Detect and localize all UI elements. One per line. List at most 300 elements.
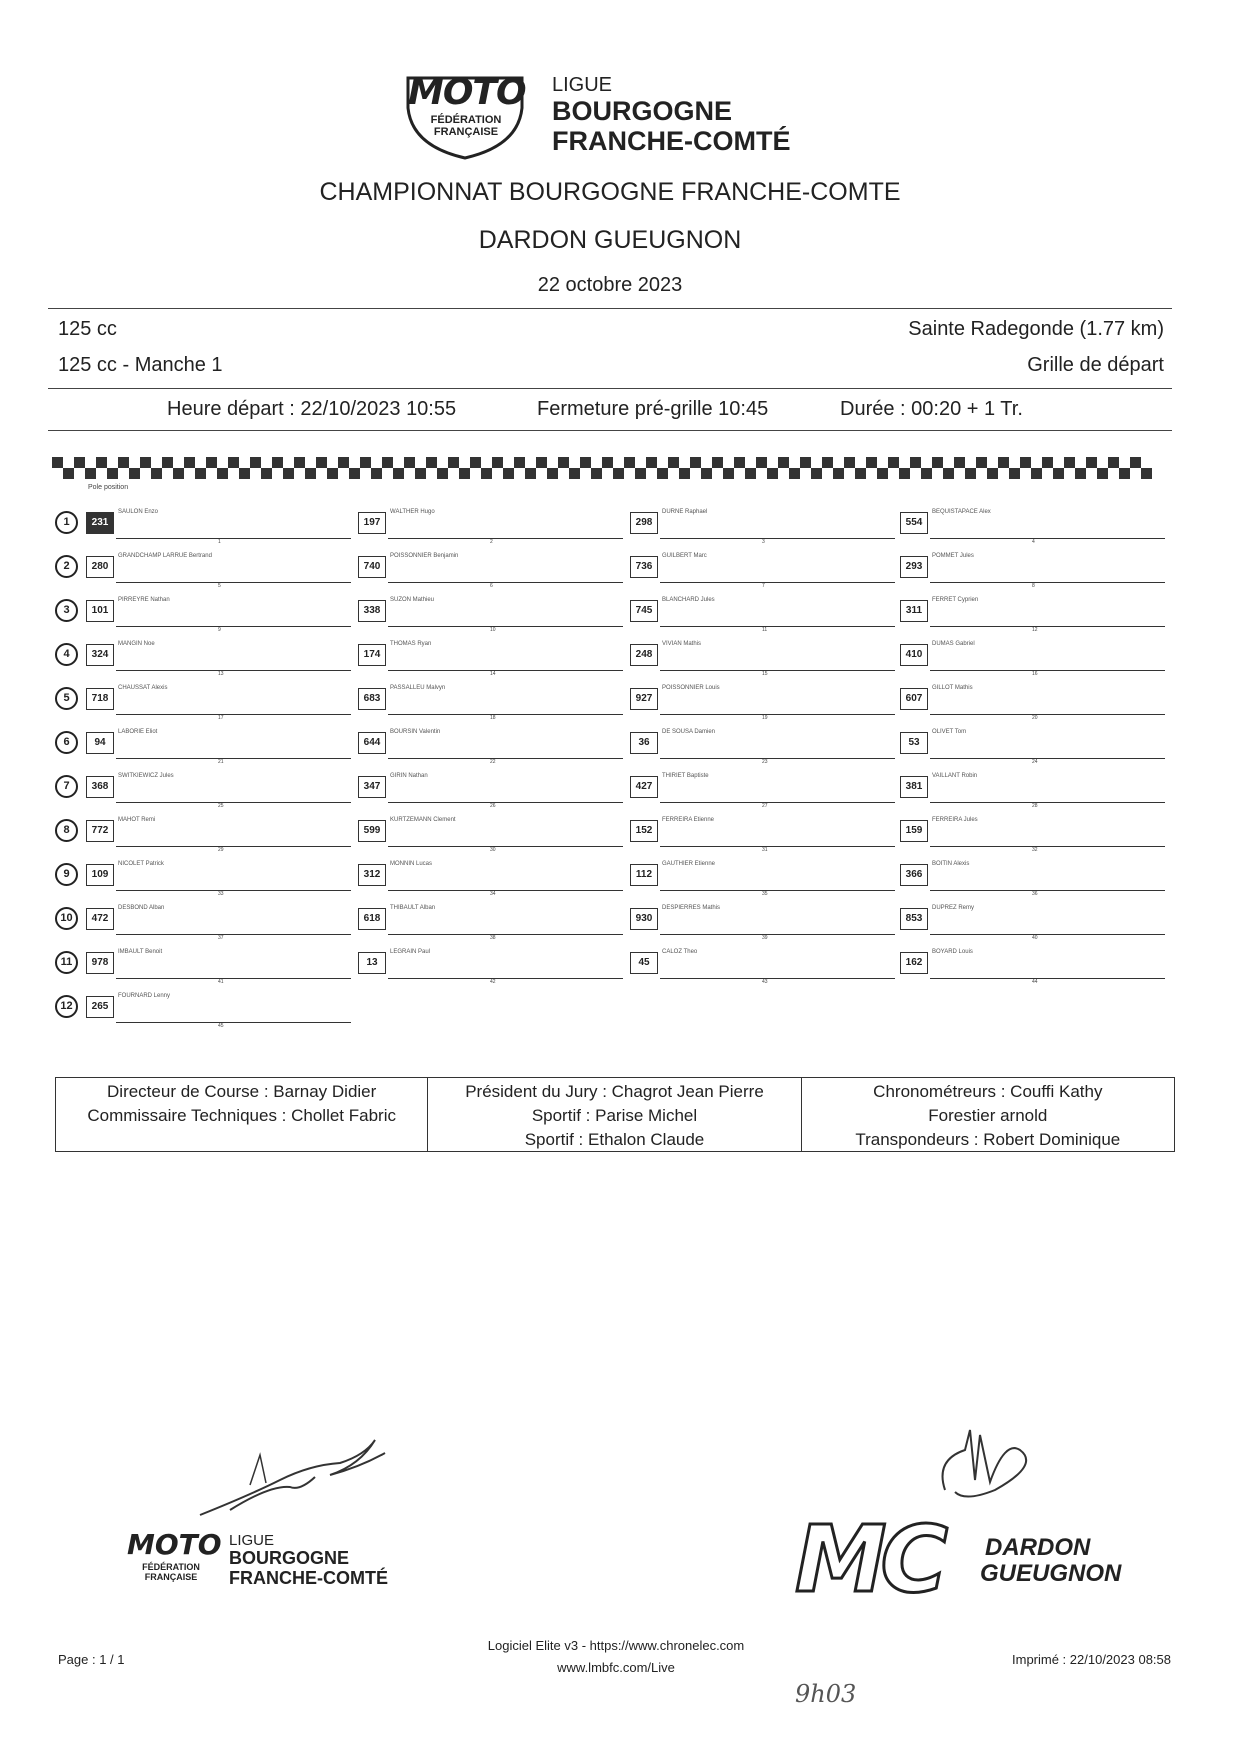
rider-name: POISSONNIER Benjamin — [390, 553, 459, 559]
grid-slot — [900, 596, 1165, 633]
rider-number: 280 — [86, 556, 114, 578]
rider-number: 94 — [86, 732, 114, 754]
rider-name: MAHOT Remi — [118, 817, 156, 823]
rider-number: 109 — [86, 864, 114, 886]
slot-underline — [388, 670, 623, 671]
grid-slot — [86, 728, 351, 765]
rider-name: PIRREYRE Nathan — [118, 597, 170, 603]
checker-square — [448, 457, 459, 468]
slot-underline — [660, 714, 895, 715]
grid-row — [0, 552, 1241, 596]
grid-place-number: 17 — [218, 715, 224, 721]
rider-name: GIRIN Nathan — [390, 773, 428, 779]
grid-place-number: 22 — [490, 759, 496, 765]
rider-name: POISSONNIER Louis — [662, 685, 720, 691]
checker-square — [437, 468, 448, 479]
grid-row — [0, 860, 1241, 904]
rider-name: CALOZ Theo — [662, 949, 698, 955]
grid-slot — [900, 948, 1165, 985]
grid-place-number: 34 — [490, 891, 496, 897]
checker-square — [690, 457, 701, 468]
grid-place-number: 20 — [1032, 715, 1038, 721]
grid-place-number: 33 — [218, 891, 224, 897]
slot-underline — [930, 802, 1165, 803]
grid-place-number: 42 — [490, 979, 496, 985]
slot-underline — [930, 890, 1165, 891]
checker-square — [217, 468, 228, 479]
rider-number: 368 — [86, 776, 114, 798]
officials-col-3 — [802, 1078, 1174, 1151]
slot-underline — [660, 582, 895, 583]
rider-name: FERREIRA Etienne — [662, 817, 715, 823]
checker-square — [536, 457, 547, 468]
slot-underline — [116, 714, 351, 715]
grid-slot — [358, 816, 623, 853]
grid-place-number: 21 — [218, 759, 224, 765]
checker-square — [74, 457, 85, 468]
checker-square — [294, 457, 305, 468]
checker-square — [1141, 468, 1152, 479]
rider-number: 978 — [86, 952, 114, 974]
grid-slot — [86, 816, 351, 853]
checker-square — [1086, 457, 1097, 468]
checker-square — [756, 457, 767, 468]
checker-square — [371, 468, 382, 479]
checker-square — [569, 468, 580, 479]
checker-square — [602, 457, 613, 468]
grid-place-number: 39 — [762, 935, 768, 941]
checker-square — [910, 457, 921, 468]
rider-number: 740 — [358, 556, 386, 578]
pole-position-label: Pole position — [88, 484, 129, 491]
checker-square — [404, 457, 415, 468]
grid-slot — [630, 508, 895, 545]
checker-square — [712, 457, 723, 468]
grid-slot — [900, 904, 1165, 941]
checker-square — [932, 457, 943, 468]
checker-square — [855, 468, 866, 479]
grid-place-number: 41 — [218, 979, 224, 985]
grid-row — [0, 948, 1241, 992]
grid-slot — [900, 508, 1165, 545]
divider — [48, 388, 1172, 389]
rider-name: GUILBERT Marc — [662, 553, 707, 559]
checker-square — [866, 457, 877, 468]
grid-row — [0, 728, 1241, 772]
checker-square — [1130, 457, 1141, 468]
circuit-name: Sainte Radegonde (1.77 km) — [908, 318, 1164, 340]
rider-number: 930 — [630, 908, 658, 930]
slot-underline — [388, 846, 623, 847]
grid-position-badge: 10 — [55, 907, 78, 930]
rider-number: 607 — [900, 688, 928, 710]
rider-name: PASSALLEU Malvyn — [390, 685, 446, 691]
championship-title: CHAMPIONNAT BOURGOGNE FRANCHE-COMTE — [319, 178, 901, 206]
checkered-flag-strip — [52, 455, 1172, 485]
checker-square — [492, 457, 503, 468]
checker-square — [206, 457, 217, 468]
slot-underline — [660, 670, 895, 671]
bottom-logo-moto: MOTO — [127, 1528, 222, 1561]
rider-number: 298 — [630, 512, 658, 534]
slot-underline — [930, 582, 1165, 583]
slot-underline — [660, 978, 895, 979]
checker-square — [943, 468, 954, 479]
rider-name: DESBOND Alban — [118, 905, 165, 911]
rider-number: 618 — [358, 908, 386, 930]
checker-square — [888, 457, 899, 468]
checker-square — [701, 468, 712, 479]
checker-square — [52, 457, 63, 468]
rider-number: 718 — [86, 688, 114, 710]
grid-slot — [900, 552, 1165, 589]
rider-number: 472 — [86, 908, 114, 930]
checker-square — [118, 457, 129, 468]
grid-place-number: 5 — [218, 583, 221, 589]
checker-square — [987, 468, 998, 479]
bottom-logo-ligue: LIGUE — [229, 1532, 275, 1549]
checker-square — [173, 468, 184, 479]
checker-square — [723, 468, 734, 479]
slot-underline — [930, 538, 1165, 539]
checker-square — [1075, 468, 1086, 479]
slot-underline — [388, 758, 623, 759]
slot-underline — [116, 626, 351, 627]
checker-square — [921, 468, 932, 479]
rider-name: VIVIAN Mathis — [662, 641, 702, 647]
checker-square — [195, 468, 206, 479]
rider-name: THIRIET Baptiste — [662, 773, 709, 779]
grid-slot — [630, 684, 895, 721]
website-link[interactable]: www.lmbfc.com/Live — [557, 1660, 675, 1675]
document-type: Grille de départ — [1027, 354, 1164, 376]
rider-number: 927 — [630, 688, 658, 710]
checker-square — [129, 468, 140, 479]
checker-square — [481, 468, 492, 479]
grid-place-number: 19 — [762, 715, 768, 721]
grid-slot — [630, 948, 895, 985]
grid-place-number: 3 — [762, 539, 765, 545]
grid-position-badge: 11 — [55, 951, 78, 974]
rider-name: POMMET Jules — [932, 553, 974, 559]
grid-place-number: 31 — [762, 847, 768, 853]
mc-club-logo — [785, 1506, 1122, 1613]
slot-underline — [116, 758, 351, 759]
rider-number: 853 — [900, 908, 928, 930]
checker-square — [558, 457, 569, 468]
rider-name: WALTHER Hugo — [390, 509, 435, 515]
rider-name: GRANDCHAMP LARRUE Bertrand — [118, 553, 212, 559]
signature-left — [190, 1425, 400, 1530]
rider-name: GAUTHIER Etienne — [662, 861, 716, 867]
checker-square — [811, 468, 822, 479]
rider-name: DUPREZ Remy — [932, 905, 975, 911]
rider-name: DE SOUSA Damien — [662, 729, 716, 735]
checker-square — [580, 457, 591, 468]
slot-underline — [660, 758, 895, 759]
slot-underline — [660, 846, 895, 847]
slot-underline — [388, 934, 623, 935]
rider-name: BEQUISTAPACE Alex — [932, 509, 991, 515]
checker-square — [1053, 468, 1064, 479]
checker-square — [844, 457, 855, 468]
checker-square — [184, 457, 195, 468]
checker-square — [767, 468, 778, 479]
rider-number: 45 — [630, 952, 658, 974]
rider-number: 410 — [900, 644, 928, 666]
checker-square — [514, 457, 525, 468]
mc-club-name-2: GUEUGNON — [980, 1560, 1122, 1587]
checker-square — [349, 468, 360, 479]
bottom-logo — [127, 1528, 427, 1600]
checker-square — [250, 457, 261, 468]
top-logo — [400, 68, 840, 168]
grid-row — [0, 816, 1241, 860]
checker-square — [624, 457, 635, 468]
slot-underline — [116, 890, 351, 891]
rider-number: 427 — [630, 776, 658, 798]
technical-steward: Commissaire Techniques : Chollet Fabric — [87, 1106, 396, 1125]
officials-table — [55, 1077, 1175, 1152]
checker-square — [305, 468, 316, 479]
rider-number: 311 — [900, 600, 928, 622]
divider — [48, 430, 1172, 431]
bottom-logo-fed: FÉDÉRATION FRANÇAISE — [142, 1562, 200, 1582]
rider-number: 152 — [630, 820, 658, 842]
rider-name: DESPIERRES Mathis — [662, 905, 721, 911]
grid-place-number: 18 — [490, 715, 496, 721]
slot-underline — [388, 626, 623, 627]
grid-place-number: 24 — [1032, 759, 1038, 765]
race-director: Directeur de Course : Barnay Didier — [107, 1082, 377, 1101]
checker-square — [415, 468, 426, 479]
grid-position-badge: 6 — [55, 731, 78, 754]
rider-name: THOMAS Ryan — [390, 641, 432, 647]
grid-row — [0, 904, 1241, 948]
rider-number: 248 — [630, 644, 658, 666]
checker-square — [261, 468, 272, 479]
grid-position-badge: 9 — [55, 863, 78, 886]
rider-name: BOYARD Louis — [932, 949, 973, 955]
sport-official-1: Sportif : Parise Michel — [531, 1106, 698, 1125]
checker-square — [360, 457, 371, 468]
logo-fed-text: FÉDÉRATION FRANÇAISE — [430, 114, 502, 138]
grid-place-number: 32 — [1032, 847, 1038, 853]
grid-slot — [86, 552, 351, 589]
checker-square — [778, 457, 789, 468]
slot-underline — [930, 670, 1165, 671]
rider-number: 599 — [358, 820, 386, 842]
rider-number: 366 — [900, 864, 928, 886]
grid-slot — [86, 596, 351, 633]
grid-place-number: 16 — [1032, 671, 1038, 677]
checker-square — [613, 468, 624, 479]
rider-name: OLIVET Tom — [932, 729, 967, 735]
checker-square — [965, 468, 976, 479]
grid-place-number: 40 — [1032, 935, 1038, 941]
grid-place-number: 25 — [218, 803, 224, 809]
checker-square — [272, 457, 283, 468]
rider-number: 112 — [630, 864, 658, 886]
grid-slot — [358, 640, 623, 677]
logo-region1-text: BOURGOGNE — [552, 96, 733, 126]
rider-name: FERREIRA Jules — [932, 817, 978, 823]
checker-square — [1064, 457, 1075, 468]
grid-row — [0, 508, 1241, 552]
grid-row — [0, 596, 1241, 640]
checker-square — [646, 457, 657, 468]
grid-place-number: 11 — [762, 627, 768, 633]
rider-number: 231 — [86, 512, 114, 534]
grid-slot — [86, 508, 351, 545]
rider-name: CHAUSSAT Alexis — [118, 685, 168, 691]
rider-name: GILLOT Mathis — [932, 685, 973, 691]
grid-slot — [86, 772, 351, 809]
slot-underline — [930, 626, 1165, 627]
rider-number: 772 — [86, 820, 114, 842]
logo-ligue-text: LIGUE — [552, 74, 613, 96]
timekeeper-2: Forestier arnold — [928, 1106, 1048, 1125]
mc-club-name-1: DARDON — [985, 1534, 1091, 1561]
grid-place-number: 23 — [762, 759, 768, 765]
checker-square — [899, 468, 910, 479]
rider-name: BLANCHARD Jules — [662, 597, 715, 603]
timekeeper-1: Chronométreurs : Couffi Kathy — [873, 1082, 1103, 1101]
grid-slot — [86, 860, 351, 897]
rider-number: 13 — [358, 952, 386, 974]
checker-square — [338, 457, 349, 468]
grid-slot — [358, 860, 623, 897]
pregrid-close: Fermeture pré-grille 10:45 — [537, 398, 769, 420]
rider-name: FERRET Cyprien — [932, 597, 979, 603]
slot-underline — [388, 802, 623, 803]
grid-place-number: 35 — [762, 891, 768, 897]
checker-square — [426, 457, 437, 468]
grid-place-number: 13 — [218, 671, 224, 677]
rider-number: 197 — [358, 512, 386, 534]
grid-slot — [900, 640, 1165, 677]
checker-square — [679, 468, 690, 479]
checker-square — [734, 457, 745, 468]
rider-number: 53 — [900, 732, 928, 754]
grid-slot — [358, 948, 623, 985]
checker-square — [393, 468, 404, 479]
grid-slot — [900, 816, 1165, 853]
checker-square — [316, 457, 327, 468]
grid-place-number: 38 — [490, 935, 496, 941]
checker-square — [525, 468, 536, 479]
checker-square — [1108, 457, 1119, 468]
rider-name: SUZON Mathieu — [390, 597, 435, 603]
rider-number: 745 — [630, 600, 658, 622]
slot-underline — [388, 582, 623, 583]
bottom-logo-region1: BOURGOGNE — [229, 1548, 350, 1568]
slot-underline — [660, 538, 895, 539]
grid-position-badge: 7 — [55, 775, 78, 798]
grid-place-number: 2 — [490, 539, 493, 545]
grid-slot — [86, 904, 351, 941]
rider-number: 162 — [900, 952, 928, 974]
handwritten-note: 9h03 — [795, 1680, 857, 1708]
rider-name: MONNIN Lucas — [390, 861, 433, 867]
race-category: 125 cc — [58, 318, 117, 340]
mc-logo-letters: MC — [795, 1506, 943, 1613]
rider-name: LEGRAIN Paul — [390, 949, 431, 955]
slot-underline — [388, 538, 623, 539]
slot-underline — [930, 846, 1165, 847]
printed-timestamp: Imprimé : 22/10/2023 08:58 — [1012, 1652, 1171, 1667]
checker-square — [503, 468, 514, 479]
checker-square — [228, 457, 239, 468]
checker-square — [877, 468, 888, 479]
checker-square — [789, 468, 800, 479]
rider-name: IMBAULT Benoit — [118, 949, 163, 955]
checker-square — [800, 457, 811, 468]
rider-number: 324 — [86, 644, 114, 666]
checker-square — [96, 457, 107, 468]
checker-square — [745, 468, 756, 479]
grid-slot — [630, 816, 895, 853]
officials-col-2 — [428, 1078, 801, 1151]
checker-square — [954, 457, 965, 468]
checker-square — [833, 468, 844, 479]
checker-square — [470, 457, 481, 468]
rider-name: DURNE Raphael — [662, 509, 708, 515]
slot-underline — [388, 890, 623, 891]
checker-square — [283, 468, 294, 479]
start-time: Heure départ : 22/10/2023 10:55 — [167, 398, 457, 420]
slot-underline — [116, 582, 351, 583]
rider-number: 293 — [900, 556, 928, 578]
rider-number: 101 — [86, 600, 114, 622]
grid-slot — [630, 640, 895, 677]
grid-place-number: 29 — [218, 847, 224, 853]
rider-name: BOURSIN Valentin — [390, 729, 441, 735]
moto-shield-icon — [400, 68, 530, 160]
slot-underline — [930, 978, 1165, 979]
grid-slot — [630, 860, 895, 897]
checker-square — [547, 468, 558, 479]
slot-underline — [930, 934, 1165, 935]
rider-name: FOURNARD Lenny — [118, 993, 171, 999]
checker-square — [657, 468, 668, 479]
slot-underline — [116, 538, 351, 539]
checker-square — [140, 457, 151, 468]
grid-slot — [86, 948, 351, 985]
grid-place-number: 14 — [490, 671, 496, 677]
checker-square — [239, 468, 250, 479]
rider-name: BOITIN Alexis — [932, 861, 970, 867]
bottom-logo-region2: FRANCHE-COMTÉ — [229, 1568, 388, 1588]
grid-place-number: 36 — [1032, 891, 1038, 897]
rider-name: VAILLANT Robin — [932, 773, 978, 779]
checker-square — [327, 468, 338, 479]
grid-slot — [630, 728, 895, 765]
grid-place-number: 9 — [218, 627, 221, 633]
checker-square — [976, 457, 987, 468]
grid-slot — [630, 904, 895, 941]
grid-place-number: 37 — [218, 935, 224, 941]
checker-square — [162, 457, 173, 468]
grid-slot — [630, 772, 895, 809]
slot-underline — [116, 802, 351, 803]
rider-number: 338 — [358, 600, 386, 622]
grid-place-number: 7 — [762, 583, 765, 589]
transponder-official: Transpondeurs : Robert Dominique — [855, 1130, 1121, 1149]
divider — [48, 308, 1172, 309]
rider-number: 36 — [630, 732, 658, 754]
checker-square — [151, 468, 162, 479]
